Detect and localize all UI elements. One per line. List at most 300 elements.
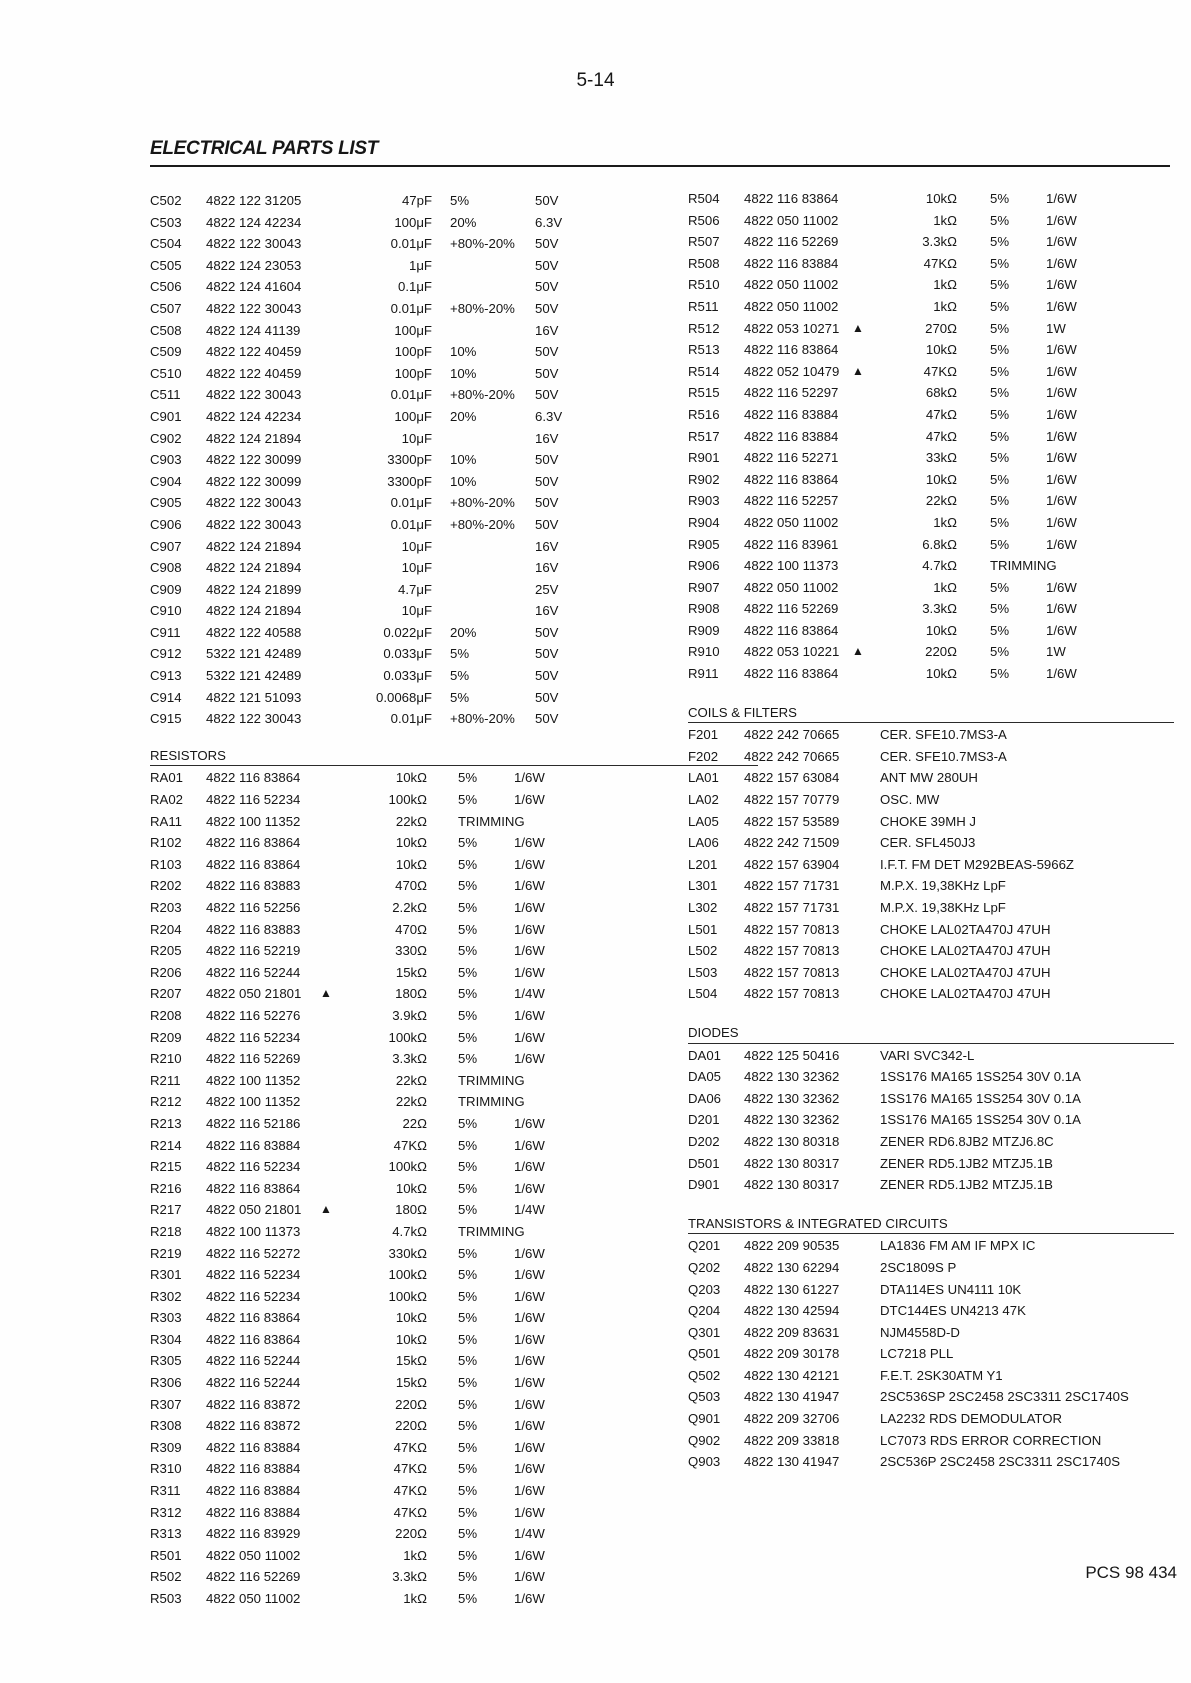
right-column (688, 188, 1180, 1473)
part-reference: C511 (150, 387, 181, 403)
part-rating: 1/6W (1046, 493, 1077, 509)
part-code: 4822 242 70665 (744, 748, 840, 764)
part-code: 4822 130 42594 (744, 1303, 840, 1319)
part-reference: DA01 (688, 1047, 721, 1063)
part-row (150, 276, 630, 298)
part-reference: C906 (150, 516, 182, 532)
part-row (150, 1156, 630, 1178)
part-code: 4822 100 11352 (206, 1072, 301, 1088)
part-value: 0.01μF (390, 387, 432, 403)
part-description: M.P.X. 19,38KHz LpF (880, 878, 1006, 894)
part-row (150, 854, 630, 876)
part-row (150, 190, 630, 212)
part-tolerance: 5% (990, 579, 1010, 595)
part-rating: 1/6W (514, 1375, 545, 1391)
part-tolerance: 5% (458, 1439, 478, 1455)
part-description: LA1836 FM AM IF MPX IC (880, 1238, 1036, 1254)
part-row (688, 274, 1180, 296)
part-row (688, 1045, 1180, 1067)
part-rating: 1/6W (1046, 666, 1077, 682)
part-value: 330kΩ (388, 1245, 427, 1261)
part-code: 4822 209 83631 (744, 1324, 840, 1340)
part-tolerance: TRIMMING (990, 558, 1057, 574)
part-description: CER. SFE10.7MS3-A (880, 727, 1007, 743)
part-code: 4822 130 80318 (744, 1133, 840, 1149)
part-code: 4822 116 83864 (744, 622, 839, 638)
part-row (150, 1264, 630, 1286)
part-value: 47kΩ (925, 428, 957, 444)
part-description: CHOKE 39MH J (880, 813, 976, 829)
part-reference: R203 (150, 900, 182, 915)
part-code: 4822 116 52256 (206, 900, 301, 915)
part-reference: C908 (150, 560, 182, 576)
part-description: NJM4558D-D (880, 1324, 960, 1340)
part-tolerance: 10% (450, 365, 477, 381)
part-rating: 1/4W (514, 986, 545, 1002)
part-code: 4822 116 83884 (206, 1461, 301, 1477)
part-tolerance: 5% (990, 406, 1010, 422)
part-rating: 1/6W (514, 1569, 545, 1585)
part-value: 22kΩ (395, 1072, 427, 1088)
part-code: 4822 124 41604 (206, 279, 302, 295)
part-value: 0.01μF (390, 236, 432, 252)
part-tolerance: 5% (458, 1375, 478, 1391)
part-code: 4822 122 30043 (206, 387, 302, 403)
part-reference: R214 (150, 1137, 182, 1153)
part-value: 0.1μF (398, 279, 432, 295)
part-row (150, 1307, 630, 1329)
part-reference: Q203 (688, 1281, 721, 1297)
part-reference: R902 (688, 471, 720, 487)
part-code: 4822 050 21801 (206, 1202, 302, 1218)
part-reference: C506 (150, 279, 182, 295)
part-code: 4822 124 41139 (206, 322, 301, 338)
part-value: 100kΩ (388, 1267, 427, 1283)
part-code: 4822 116 83864 (206, 1180, 301, 1196)
part-value: 1kΩ (403, 1547, 427, 1563)
part-reference: D901 (688, 1177, 720, 1193)
part-rating: 1/6W (514, 1180, 545, 1196)
part-code: 5322 121 42489 (206, 646, 302, 662)
part-description: 1SS176 MA165 1SS254 30V 0.1A (880, 1090, 1081, 1106)
part-rating: 1/6W (1046, 406, 1077, 422)
part-code: 4822 116 83864 (744, 666, 839, 682)
part-value: 2.2kΩ (392, 900, 427, 915)
part-description: M.P.X. 19,38KHz LpF (880, 900, 1006, 915)
part-tolerance: 5% (458, 1504, 478, 1520)
part-code: 4822 157 53589 (744, 813, 840, 829)
part-rating: 50V (535, 236, 559, 252)
part-value: 4.7kΩ (922, 558, 957, 574)
part-rating: 1/6W (514, 1245, 545, 1261)
part-tolerance: 5% (458, 1267, 478, 1283)
part-row (150, 665, 630, 687)
part-row (688, 469, 1180, 491)
part-code: 4822 116 83864 (206, 770, 301, 786)
part-row (150, 983, 630, 1005)
part-tolerance: 5% (990, 428, 1010, 444)
part-row (150, 557, 630, 579)
part-value: 1kΩ (933, 579, 957, 595)
part-reference: C912 (150, 646, 182, 662)
part-tolerance: 5% (990, 342, 1010, 358)
part-rating: 50V (535, 646, 559, 662)
part-tolerance: 10% (450, 452, 477, 468)
part-value: 10kΩ (395, 1331, 427, 1347)
part-tolerance: 5% (990, 644, 1010, 660)
part-reference: DA06 (688, 1090, 721, 1106)
part-rating: 1/6W (514, 1115, 545, 1131)
part-reference: R218 (150, 1223, 182, 1239)
part-row (150, 600, 630, 622)
part-description: LC7073 RDS ERROR CORRECTION (880, 1432, 1102, 1448)
part-row (150, 233, 630, 255)
part-reference: R905 (688, 536, 720, 552)
part-reference: R305 (150, 1353, 182, 1369)
part-tolerance: 5% (458, 1396, 478, 1412)
part-row (688, 767, 1180, 789)
part-value: 10kΩ (925, 342, 957, 358)
part-description: ZENER RD5.1JB2 MTZJ5.1B (880, 1177, 1053, 1193)
part-code: 4822 116 52234 (206, 1267, 301, 1283)
part-tolerance: 5% (458, 1007, 478, 1023)
part-code: 4822 116 52276 (206, 1007, 301, 1023)
part-rating: 50V (535, 344, 559, 360)
part-reference: R208 (150, 1007, 182, 1023)
part-description: LA2232 RDS DEMODULATOR (880, 1411, 1062, 1427)
part-reference: RA11 (150, 813, 183, 829)
part-reference: C907 (150, 538, 182, 554)
part-description: ZENER RD6.8JB2 MTZJ6.8C (880, 1133, 1054, 1149)
part-row (150, 492, 630, 514)
title-divider (150, 165, 1170, 167)
part-code: 4822 100 11352 (206, 1094, 301, 1110)
part-rating: 1W (1046, 320, 1066, 336)
part-code: 4822 052 10479 (744, 363, 840, 379)
part-row (688, 1451, 1180, 1473)
part-description: CHOKE LAL02TA470J 47UH (880, 986, 1051, 1002)
part-value: 47pF (401, 193, 432, 208)
part-tolerance: TRIMMING (458, 1072, 525, 1088)
part-row (688, 512, 1180, 534)
part-reference: R202 (150, 878, 182, 894)
part-rating: 50V (535, 387, 559, 403)
part-code: 4822 053 10221 (744, 644, 840, 660)
part-reference: L503 (688, 964, 718, 980)
part-reference: R304 (150, 1331, 182, 1347)
part-row (688, 231, 1180, 253)
part-reference: LA06 (688, 835, 719, 851)
part-value: 1kΩ (933, 298, 957, 314)
part-rating: 6.3V (535, 214, 563, 230)
part-row (688, 1408, 1180, 1430)
part-code: 4822 124 42234 (206, 408, 302, 424)
part-code: 4822 116 52234 (206, 792, 301, 808)
part-tolerance: 5% (450, 646, 470, 662)
part-code: 4822 116 83864 (206, 1310, 301, 1326)
part-reference: R215 (150, 1159, 182, 1175)
part-reference: C505 (150, 257, 182, 273)
part-code: 4822 116 83884 (744, 255, 839, 271)
part-reference: R514 (688, 363, 720, 379)
part-reference: Q501 (688, 1346, 721, 1362)
capacitor-list (150, 190, 630, 730)
part-value: 100kΩ (388, 1029, 427, 1045)
part-rating: 1/6W (514, 1288, 545, 1304)
part-reference: R907 (688, 579, 720, 595)
part-row (150, 449, 630, 471)
part-value: 10μF (401, 538, 432, 554)
part-value: 47KΩ (923, 363, 957, 379)
part-tolerance: 5% (990, 493, 1010, 509)
part-rating: 1/6W (514, 1029, 545, 1045)
part-description: DTA114ES UN4111 10K (880, 1281, 1022, 1297)
part-row (150, 1566, 630, 1588)
part-code: 4822 130 61227 (744, 1281, 840, 1297)
part-code: 4822 130 32362 (744, 1112, 840, 1128)
part-rating: 50V (535, 300, 559, 316)
part-reference: D202 (688, 1133, 720, 1149)
part-rating: 50V (535, 473, 559, 489)
part-rating: 50V (535, 365, 559, 381)
part-code: 4822 124 21894 (206, 430, 302, 446)
part-row (150, 1199, 630, 1221)
part-row (688, 789, 1180, 811)
part-reference: D201 (688, 1112, 720, 1128)
part-value: 47KΩ (393, 1439, 427, 1455)
part-row (150, 940, 630, 962)
part-value: 22kΩ (395, 813, 427, 829)
part-rating: 1/6W (514, 792, 545, 808)
part-rating: 6.3V (535, 408, 563, 424)
part-rating: 1/6W (1046, 234, 1077, 250)
part-reference: Q903 (688, 1454, 721, 1470)
part-row (150, 1415, 630, 1437)
part-row (688, 253, 1180, 275)
part-rating: 1/6W (1046, 363, 1077, 379)
part-reference: R210 (150, 1051, 182, 1067)
part-code: 4822 116 52269 (744, 601, 839, 617)
part-tolerance: 5% (458, 1353, 478, 1369)
part-reference: R311 (150, 1483, 181, 1499)
part-reference: R103 (150, 856, 182, 872)
part-row (150, 1178, 630, 1200)
part-row (150, 514, 630, 536)
part-reference: L501 (688, 921, 718, 937)
part-code: 4822 100 11352 (206, 813, 301, 829)
part-row (688, 1153, 1180, 1175)
part-reference: R309 (150, 1439, 182, 1455)
part-rating: 1/6W (514, 1439, 545, 1455)
part-reference: C509 (150, 344, 182, 360)
part-tolerance: 5% (990, 363, 1010, 379)
part-code: 4822 116 83872 (206, 1396, 301, 1412)
part-reference: R903 (688, 493, 720, 509)
part-code: 4822 053 10271 (744, 320, 840, 336)
part-reference: R501 (150, 1547, 182, 1563)
part-reference: C510 (150, 365, 182, 381)
part-tolerance: 20% (450, 214, 477, 230)
part-reference: C904 (150, 473, 182, 489)
part-tolerance: 20% (450, 408, 477, 424)
part-value: 1kΩ (933, 514, 957, 530)
part-reference: R209 (150, 1029, 182, 1045)
part-reference: R513 (688, 342, 720, 358)
part-row (688, 1066, 1180, 1088)
part-reference: Q902 (688, 1432, 721, 1448)
part-row (150, 1027, 630, 1049)
part-description: 1SS176 MA165 1SS254 30V 0.1A (880, 1112, 1081, 1128)
part-code: 4822 116 83884 (744, 428, 839, 444)
part-code: 4822 116 52234 (206, 1288, 301, 1304)
part-reference: C503 (150, 214, 182, 230)
part-code: 4822 242 71509 (744, 835, 840, 851)
part-rating: 1/6W (514, 1591, 545, 1606)
part-rating: 1/6W (514, 1353, 545, 1369)
part-row (688, 447, 1180, 469)
part-value: 10kΩ (395, 835, 427, 851)
part-reference: R217 (150, 1202, 182, 1218)
part-tolerance: 5% (458, 792, 478, 808)
part-value: 47KΩ (393, 1137, 427, 1153)
part-tolerance: 5% (458, 943, 478, 959)
part-value: 3.3kΩ (392, 1569, 427, 1585)
part-tolerance: 5% (990, 191, 1010, 206)
part-rating: 1W (1046, 644, 1066, 660)
part-reference: LA01 (688, 770, 719, 786)
part-value: 22kΩ (925, 493, 957, 509)
part-tolerance: +80%-20% (450, 516, 515, 532)
part-reference: R906 (688, 558, 720, 574)
part-tolerance: 5% (450, 668, 470, 684)
part-code: 4822 116 52234 (206, 1159, 301, 1175)
part-reference: Q201 (688, 1238, 721, 1254)
part-reference: R205 (150, 943, 182, 959)
part-reference: R904 (688, 514, 720, 530)
part-reference: C905 (150, 495, 182, 511)
part-row (150, 1350, 630, 1372)
part-code: 4822 157 70813 (744, 986, 840, 1002)
part-code: 4822 050 11002 (744, 212, 839, 228)
part-code: 4822 130 62294 (744, 1259, 840, 1275)
part-row (150, 1523, 630, 1545)
part-code: 4822 116 52272 (206, 1245, 301, 1261)
part-reference: R306 (150, 1375, 182, 1391)
part-reference: L502 (688, 943, 718, 959)
part-reference: Q503 (688, 1389, 721, 1405)
part-tolerance: 5% (458, 921, 478, 937)
part-code: 4822 122 40459 (206, 365, 302, 381)
part-rating: 1/6W (514, 1504, 545, 1520)
part-description: 1SS176 MA165 1SS254 30V 0.1A (880, 1069, 1081, 1085)
part-rating: 1/6W (1046, 514, 1077, 530)
part-code: 4822 116 83884 (206, 1137, 301, 1153)
part-code: 4822 116 52269 (744, 234, 839, 250)
part-row (688, 1131, 1180, 1153)
part-tolerance: 5% (450, 689, 470, 705)
part-row (688, 919, 1180, 941)
part-row (150, 897, 630, 919)
part-reference: R517 (688, 428, 720, 444)
part-code: 4822 116 52297 (744, 385, 839, 401)
part-value: 100μF (394, 408, 432, 424)
part-row (150, 1048, 630, 1070)
part-row (688, 490, 1180, 512)
coil-list (688, 724, 1180, 1005)
part-row (688, 1386, 1180, 1408)
part-code: 4822 116 52244 (206, 1375, 301, 1391)
part-rating: 16V (535, 538, 559, 554)
part-code: 4822 100 11373 (206, 1223, 301, 1239)
part-row (150, 1588, 630, 1610)
part-tolerance: 5% (990, 255, 1010, 271)
part-row (150, 1005, 630, 1027)
part-row (150, 1545, 630, 1567)
part-tolerance: 5% (990, 277, 1010, 293)
part-code: 4822 116 52186 (206, 1115, 301, 1131)
part-description: CER. SFL450J3 (880, 835, 976, 851)
part-reference: C507 (150, 300, 182, 316)
part-code: 4822 050 11002 (744, 579, 839, 595)
part-code: 4822 116 83864 (744, 191, 839, 206)
part-tolerance: 5% (458, 1288, 478, 1304)
part-code: 4822 116 52234 (206, 1029, 301, 1045)
part-row (150, 1329, 630, 1351)
part-value: 1kΩ (933, 212, 957, 228)
resistor-list-continued (688, 188, 1180, 685)
part-value: 47KΩ (393, 1483, 427, 1499)
part-reference: R506 (688, 212, 720, 228)
part-row (150, 962, 630, 984)
part-reference: R301 (150, 1267, 182, 1283)
part-value: 100pF (394, 344, 432, 360)
part-reference: R503 (150, 1591, 182, 1606)
part-reference: R909 (688, 622, 720, 638)
part-tolerance: 5% (458, 1331, 478, 1347)
part-code: 4822 116 83883 (206, 878, 301, 894)
part-row (150, 1458, 630, 1480)
part-rating: 1/6W (1046, 342, 1077, 358)
part-reference: R510 (688, 277, 720, 293)
part-row (150, 1091, 630, 1113)
part-value: 10μF (401, 560, 432, 576)
part-reference: R219 (150, 1245, 182, 1261)
part-row (150, 708, 630, 730)
part-description: I.F.T. FM DET M292BEAS-5966Z (880, 856, 1074, 872)
part-row (688, 296, 1180, 318)
part-reference: R307 (150, 1396, 182, 1412)
part-code: 4822 122 30043 (206, 300, 302, 316)
part-value: 0.01μF (390, 516, 432, 532)
part-code: 4822 116 83883 (206, 921, 301, 937)
part-rating: 1/6W (514, 1461, 545, 1477)
part-row (688, 1235, 1180, 1257)
part-description: 2SC536SP 2SC2458 2SC3311 2SC1740S (880, 1389, 1129, 1405)
part-rating: 1/6W (514, 1051, 545, 1067)
part-tolerance: 20% (450, 624, 477, 640)
part-reference: C902 (150, 430, 182, 446)
part-reference: D501 (688, 1155, 720, 1171)
part-reference: C508 (150, 322, 182, 338)
part-rating: 25V (535, 581, 559, 597)
part-code: 4822 124 21894 (206, 603, 302, 619)
part-tolerance: 5% (458, 1051, 478, 1067)
part-rating: 1/6W (514, 1418, 545, 1434)
part-rating: 1/6W (514, 1547, 545, 1563)
part-value: 270Ω (925, 320, 957, 336)
part-code: 4822 116 83864 (206, 856, 301, 872)
part-value: 33kΩ (925, 450, 957, 466)
